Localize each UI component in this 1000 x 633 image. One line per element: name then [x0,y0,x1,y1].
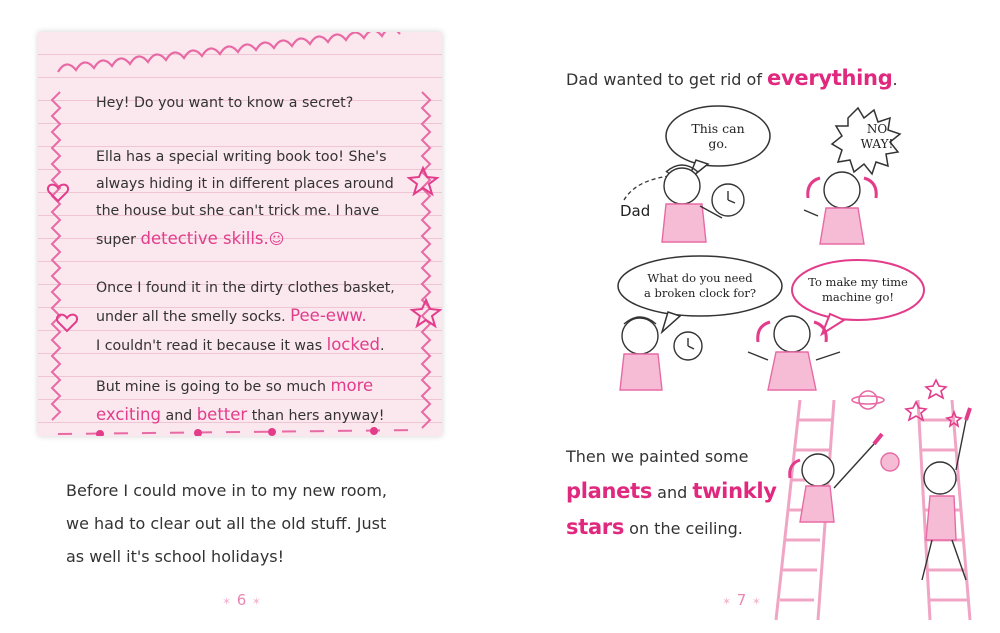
note-text: But mine is going to be so much [96,379,331,395]
bubble-3-text [630,271,770,301]
dad-figure-1 [662,165,744,242]
page-number: 7 [736,591,748,609]
star-icon: ✶ [247,595,262,608]
body-line: Before I could move in to my new room, [66,481,387,500]
note-paragraph-4 [96,372,441,430]
smiley-icon: ☺ [268,230,285,248]
note-paragraph-2 [96,144,441,254]
bubble-4-text [800,275,916,305]
body-line: Then we painted some [566,447,749,466]
bubble-1-text [676,121,760,151]
body-line: on the ceiling. [624,519,743,538]
highlight-word: planets [566,479,653,503]
bubble-line: WAY! [860,137,894,151]
bubble-2-text [852,122,902,152]
dad-figure-2 [620,317,702,390]
note-text: always hiding it in different places around [96,176,394,192]
painter-boy [922,408,970,580]
note-text: and [160,408,197,424]
body-line: . [892,70,898,89]
note-highlight: better [196,405,248,424]
note-text: than hers anyway! [247,408,385,424]
right-page [500,0,1000,633]
note-line-1: Hey! Do you want to know a secret? [96,95,354,111]
note-text: . [379,338,385,354]
page-number-left [222,591,262,609]
body-line: as well it's school holidays! [66,547,285,566]
note-text: under all the smelly socks. [96,309,291,325]
right-body-text [566,440,777,546]
note-highlight: locked [326,335,380,354]
bubble-line: This can [691,121,745,136]
notebook-note [38,32,442,436]
note-text: super [96,232,141,248]
page-number: 6 [236,591,248,609]
dad-label: Dad [620,202,651,220]
bubble-line: machine go! [821,290,895,304]
note-text: Ella has a special writing book too! She's [96,149,387,165]
bubble-line: What do you need [647,271,753,285]
bubble-line: go. [708,136,728,151]
star-icon: ✶ [722,595,737,608]
highlight-word: stars [566,515,625,539]
bubble-line: NO [866,122,888,136]
left-body-text [66,474,387,573]
star-icon: ✶ [747,595,762,608]
note-text: the house but she can't trick me. I have [96,203,380,219]
planet-icon [852,391,884,409]
highlight-word: twinkly [692,479,777,503]
body-line: Dad wanted to get rid of [566,70,768,89]
girl-figure-1 [804,172,876,244]
note-highlight: exciting [96,405,161,424]
bubble-line: To make my time [808,275,908,289]
note-paragraph-3 [96,275,441,360]
globe-icon [881,453,899,471]
body-line: we had to clear out all the old stuff. Just [66,514,387,533]
note-text: I couldn't read it because it was [96,338,327,354]
note-text: Once I found it in the dirty clothes basket, [96,280,395,296]
note-highlight: more [330,376,374,395]
note-highlight: detective skills. [140,229,269,248]
body-line: and [652,483,693,502]
note-highlight: Pee-eww. [290,306,367,325]
star-icon: ✶ [222,595,237,608]
page-number-right [722,591,762,609]
painter-girl [790,434,882,522]
highlight-word: everything [767,66,893,90]
bubble-line: a broken clock for? [643,286,757,300]
